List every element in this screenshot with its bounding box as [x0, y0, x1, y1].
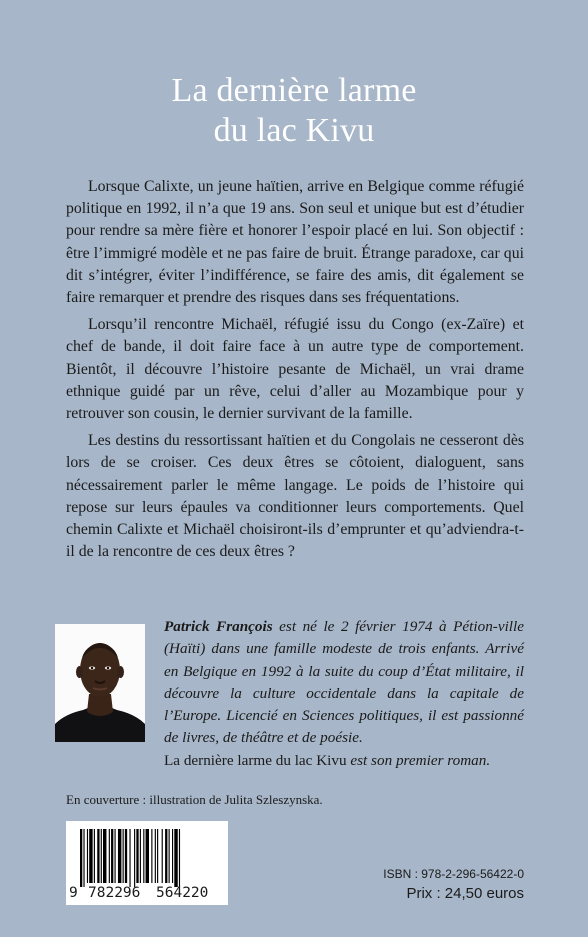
barcode-bar: [151, 829, 152, 883]
barcode-bar: [83, 829, 84, 887]
barcode-bar: [94, 829, 95, 883]
title-line-1: La dernière larme: [171, 71, 417, 109]
barcode-bar: [165, 829, 167, 883]
barcode-digits: [66, 885, 228, 903]
barcode-bar: [162, 829, 163, 883]
barcode-bar: [174, 829, 177, 887]
price: Prix : 24,50 euros: [406, 885, 524, 902]
barcode-bar: [111, 829, 113, 883]
barcode-bar: [143, 829, 144, 883]
barcode-digit-group-2: 564220: [156, 885, 209, 901]
isbn: ISBN : 978-2-296-56422-0: [383, 867, 524, 881]
barcode-bar: [89, 829, 92, 883]
barcode-bar: [136, 829, 138, 883]
author-bio: [164, 616, 524, 772]
barcode-bar: [115, 829, 116, 883]
barcode-bar: [134, 829, 135, 887]
author-portrait-image: [55, 624, 145, 742]
author-book-title: La dernière larme du lac Kivu: [164, 751, 347, 769]
barcode-bar: [172, 829, 173, 883]
barcode-bar: [125, 829, 127, 883]
cover-credit: En couverture : illustration de Julita Szleszynska.: [66, 792, 323, 807]
title-line-2: du lac Kivu: [213, 111, 375, 149]
barcode-bar: [129, 829, 130, 887]
barcode-digit-group-1: 782296: [88, 885, 141, 901]
barcode-bar: [80, 829, 82, 887]
barcode-bar: [97, 829, 99, 883]
barcode-bars-image: [66, 821, 228, 887]
barcode-bar: [118, 829, 121, 883]
barcode-bar: [157, 829, 158, 883]
barcode-bar: [146, 829, 149, 883]
synopsis: [66, 176, 524, 568]
synopsis-paragraph: Lorsqu’il rencontre Michaël, réfugié issu du Congo (ex-Zaïre) et chef de bande, il doit faire face à un autre type de comportement. Bientôt, il découvre l’histoire pesante de Michaël, un vrai drame ethnique guidé par un rêve, celui d’aller au Mozambique pour y retrouver son cousin, le dernier survivant de la famille.: [66, 316, 524, 423]
barcode-bar: [169, 829, 170, 883]
barcode-digit-first: 9: [69, 885, 78, 901]
barcode-bar: [179, 829, 180, 887]
barcode-bar: [123, 829, 124, 883]
synopsis-paragraph: Les destins du ressortissant haïtien et du Congolais ne cesseront dès lors de se croiser. Ces deux êtres se côtoient, dialoguent, sans nécessairement parler le même langage. Le poids de l’histoire qui repose sur leurs épaules va conditionner leurs comportements. Quel chemin Calixte et Michaël choisiront-ils d’emprunter et qu’adviendra-t-il de la rencontre de ces deux êtres ?: [66, 432, 524, 561]
book-title: [0, 71, 588, 151]
author-bio-text: est né le 2 février 1974 à Pétion-ville (Haïti) dans une famille modeste de trois enfants. Arrivé en Belgique en 1992 à la suite du coup d’État militaire, il découvre la culture occidentale dans la capitale de l’Europe. Licencié en Sciences politiques, il est passionné de livres, de théâtre et de poésie.: [164, 618, 524, 747]
barcode: [66, 821, 228, 905]
barcode-bar: [103, 829, 106, 883]
barcode-bar: [101, 829, 102, 883]
author-name: Patrick François: [164, 618, 273, 635]
barcode-bar: [87, 829, 88, 883]
author-photo: [55, 624, 145, 742]
synopsis-paragraph: Lorsque Calixte, un jeune haïtien, arrive en Belgique comme réfugié politique en 1992, il n’a que 19 ans. Son seul et unique but est d’étudier pour rendre sa mère fière et honorer l’espoir placé en lui. Son objectif : être l’immigré modèle et ne pas faire de bruit. Étrange paradoxe, car qui dit s’intégrer, éviter l’indifférence, se faire des amis, dit également se faire remarquer et prendre des risques dans ses fréquentations.: [66, 178, 524, 307]
barcode-bar: [140, 829, 141, 883]
barcode-bar: [109, 829, 110, 883]
author-book-note: est son premier roman.: [346, 751, 491, 769]
barcode-bar: [155, 829, 156, 883]
